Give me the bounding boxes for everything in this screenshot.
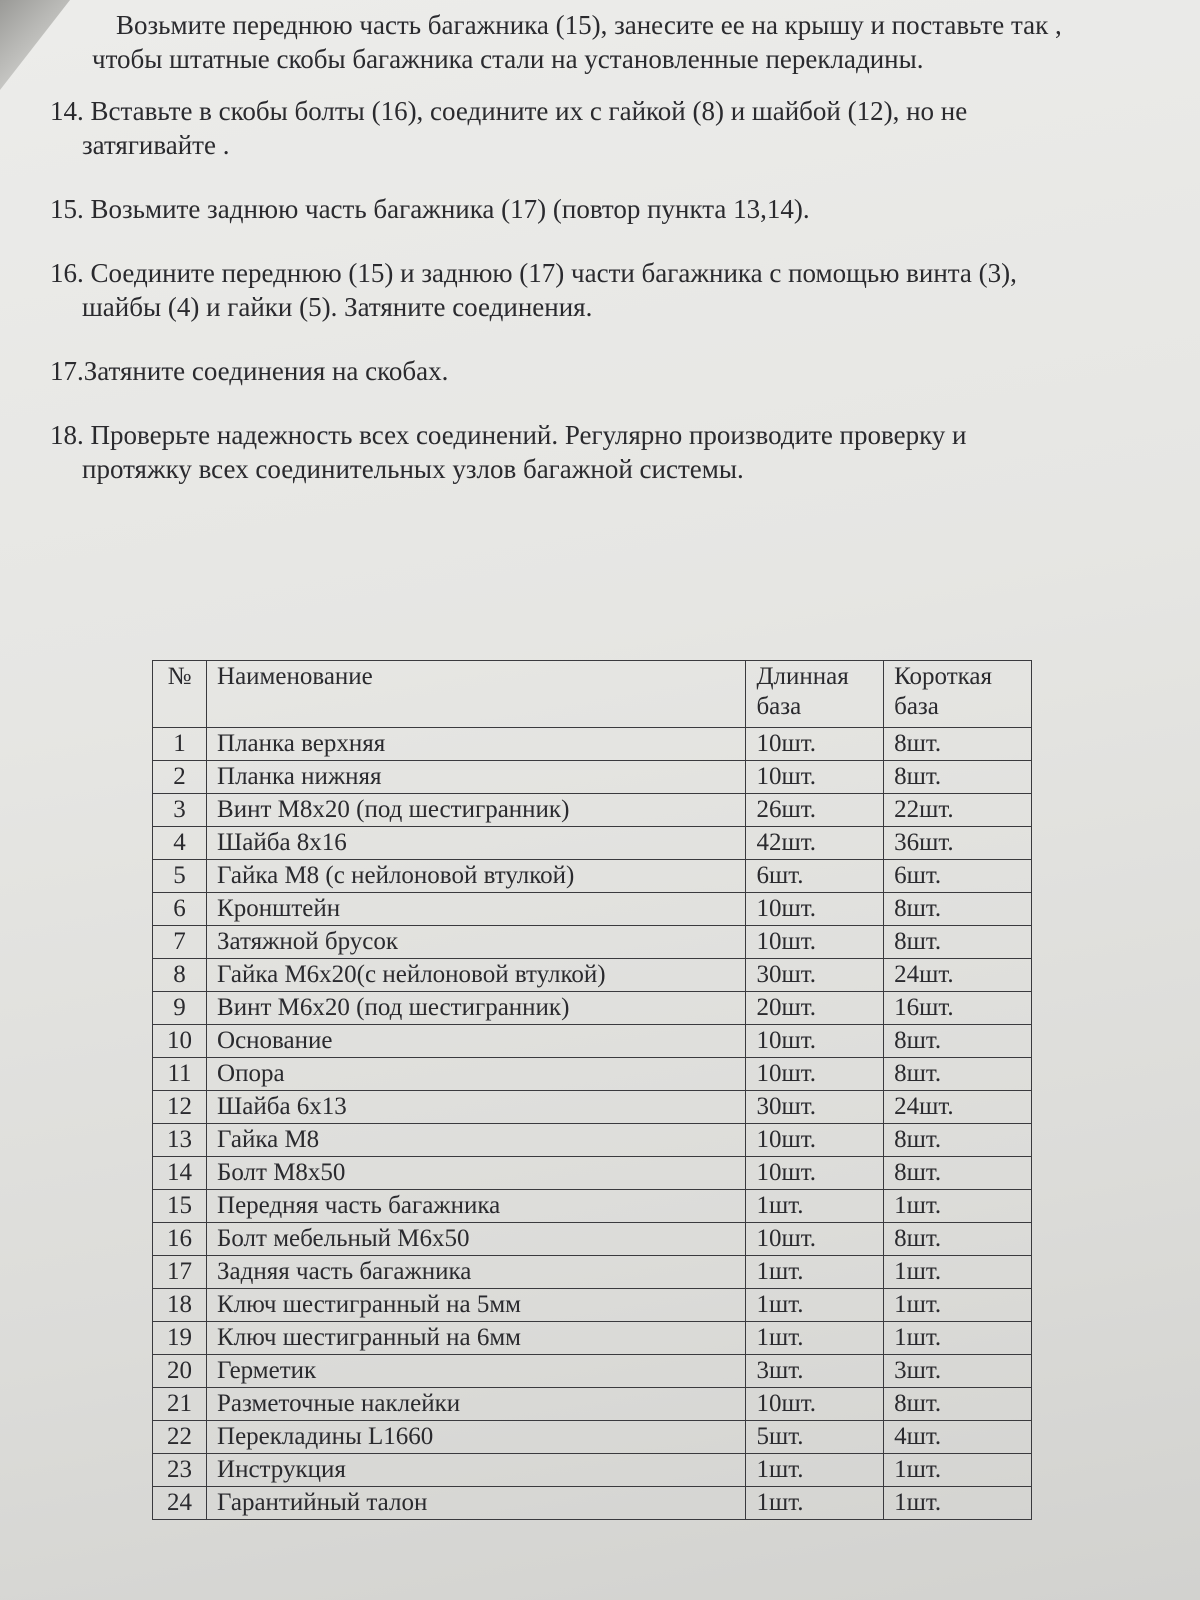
cell-short-base: 8шт. [884,1124,1032,1157]
cell-short-base: 22шт. [884,794,1032,827]
cell-number: 5 [153,860,207,893]
table-row [153,1421,1032,1454]
cell-long-base: 26шт. [746,794,884,827]
instruction-line: 14. Вставьте в скобы болты (16), соедините их с гайкой (8) и шайбой (12), но не [50,96,968,126]
cell-short-base: 8шт. [884,1025,1032,1058]
cell-name: Ключ шестигранный на 6мм [207,1322,746,1355]
cell-short-base: 8шт. [884,1223,1032,1256]
cell-short-base: 24шт. [884,1091,1032,1124]
cell-long-base: 10шт. [746,893,884,926]
cell-short-base: 8шт. [884,926,1032,959]
cell-name: Гайка М6х20(с нейлоновой втулкой) [207,959,746,992]
cell-name: Гайка М8 (с нейлоновой втулкой) [207,860,746,893]
cell-name: Болт М8х50 [207,1157,746,1190]
cell-name: Затяжной брусок [207,926,746,959]
header-short-base: Короткая база [884,661,1032,728]
cell-long-base: 1шт. [746,1256,884,1289]
table-row [153,1058,1032,1091]
cell-number: 7 [153,926,207,959]
cell-long-base: 42шт. [746,827,884,860]
instruction-line: 16. Соедините переднюю (15) и заднюю (17) части багажника с помощью винта (3), [50,258,1017,288]
cell-name: Кронштейн [207,893,746,926]
cell-number: 18 [153,1289,207,1322]
cell-short-base: 6шт. [884,860,1032,893]
table-row [153,1355,1032,1388]
assembly-instructions [50,8,1160,516]
cell-number: 23 [153,1454,207,1487]
cell-name: Шайба 6х13 [207,1091,746,1124]
cell-name: Планка верхняя [207,728,746,761]
cell-long-base: 1шт. [746,1487,884,1520]
table-row [153,1256,1032,1289]
cell-long-base: 3шт. [746,1355,884,1388]
cell-long-base: 10шт. [746,1388,884,1421]
instruction-16 [50,256,1160,324]
cell-long-base: 1шт. [746,1289,884,1322]
table-row [153,1124,1032,1157]
cell-number: 6 [153,893,207,926]
cell-short-base: 1шт. [884,1322,1032,1355]
cell-name: Передняя часть багажника [207,1190,746,1223]
cell-long-base: 10шт. [746,926,884,959]
table-row [153,992,1032,1025]
cell-number: 8 [153,959,207,992]
parts-table-container [152,660,1032,1520]
cell-number: 4 [153,827,207,860]
table-row [153,1487,1032,1520]
cell-name: Разметочные наклейки [207,1388,746,1421]
cell-name: Основание [207,1025,746,1058]
table-row [153,1322,1032,1355]
parts-table [152,660,1032,1520]
cell-short-base: 8шт. [884,1058,1032,1091]
cell-long-base: 1шт. [746,1190,884,1223]
cell-number: 16 [153,1223,207,1256]
cell-number: 20 [153,1355,207,1388]
cell-short-base: 1шт. [884,1190,1032,1223]
header-number: № [153,661,207,728]
table-row [153,1289,1032,1322]
instruction-line: 18. Проверьте надежность всех соединений. Регулярно производите проверку и [50,420,967,450]
cell-number: 24 [153,1487,207,1520]
cell-long-base: 1шт. [746,1454,884,1487]
cell-number: 21 [153,1388,207,1421]
instruction-line: чтобы штатные скобы багажника стали на установленные перекладины. [92,44,924,74]
instruction-line: протяжку всех соединительных узлов багажной системы. [82,454,744,484]
cell-name: Планка нижняя [207,761,746,794]
cell-long-base: 10шт. [746,1223,884,1256]
header-name: Наименование [207,661,746,728]
cell-short-base: 1шт. [884,1256,1032,1289]
cell-long-base: 10шт. [746,1025,884,1058]
cell-long-base: 10шт. [746,761,884,794]
cell-short-base: 16шт. [884,992,1032,1025]
cell-number: 2 [153,761,207,794]
cell-number: 13 [153,1124,207,1157]
cell-short-base: 1шт. [884,1487,1032,1520]
table-row [153,827,1032,860]
table-row [153,893,1032,926]
cell-number: 9 [153,992,207,1025]
table-row [153,1091,1032,1124]
instruction-line: Возьмите переднюю часть багажника (15), занесите ее на крышу и поставьте так , [116,10,1062,40]
cell-short-base: 3шт. [884,1355,1032,1388]
cell-number: 1 [153,728,207,761]
cell-number: 15 [153,1190,207,1223]
instruction-line: 15. Возьмите заднюю часть багажника (17) (повтор пункта 13,14). [50,194,810,224]
cell-short-base: 36шт. [884,827,1032,860]
instruction-line: шайбы (4) и гайки (5). Затяните соединения. [82,292,593,322]
cell-number: 14 [153,1157,207,1190]
cell-name: Гарантийный талон [207,1487,746,1520]
instruction-line: 17.Затяните соединения на скобах. [50,356,449,386]
table-row [153,1454,1032,1487]
cell-long-base: 10шт. [746,1058,884,1091]
cell-short-base: 8шт. [884,893,1032,926]
cell-number: 10 [153,1025,207,1058]
table-row [153,1223,1032,1256]
cell-long-base: 10шт. [746,1157,884,1190]
cell-long-base: 30шт. [746,959,884,992]
cell-name: Гайка М8 [207,1124,746,1157]
table-header-row [153,661,1032,728]
cell-short-base: 1шт. [884,1289,1032,1322]
cell-name: Задняя часть багажника [207,1256,746,1289]
table-row [153,761,1032,794]
instruction-15 [50,192,1160,226]
cell-name: Ключ шестигранный на 5мм [207,1289,746,1322]
cell-short-base: 24шт. [884,959,1032,992]
cell-name: Герметик [207,1355,746,1388]
cell-long-base: 10шт. [746,728,884,761]
instruction-17 [50,354,1160,388]
table-row [153,860,1032,893]
cell-number: 12 [153,1091,207,1124]
cell-long-base: 6шт. [746,860,884,893]
table-row [153,794,1032,827]
cell-name: Опора [207,1058,746,1091]
cell-name: Инструкция [207,1454,746,1487]
cell-name: Винт М6х20 (под шестигранник) [207,992,746,1025]
instruction-line: затягивайте . [82,130,230,160]
cell-name: Болт мебельный М6х50 [207,1223,746,1256]
table-row [153,1025,1032,1058]
cell-short-base: 8шт. [884,728,1032,761]
cell-number: 17 [153,1256,207,1289]
cell-long-base: 1шт. [746,1322,884,1355]
instruction-14 [50,94,1160,162]
cell-number: 22 [153,1421,207,1454]
cell-short-base: 4шт. [884,1421,1032,1454]
cell-short-base: 8шт. [884,761,1032,794]
table-row [153,1190,1032,1223]
table-row [153,1388,1032,1421]
table-row [153,926,1032,959]
instruction-13-continued [80,8,1160,76]
cell-long-base: 10шт. [746,1124,884,1157]
cell-name: Шайба 8х16 [207,827,746,860]
cell-short-base: 1шт. [884,1454,1032,1487]
cell-name: Винт М8х20 (под шестигранник) [207,794,746,827]
cell-number: 11 [153,1058,207,1091]
cell-short-base: 8шт. [884,1388,1032,1421]
cell-long-base: 20шт. [746,992,884,1025]
instruction-18 [50,418,1160,486]
cell-number: 3 [153,794,207,827]
cell-long-base: 5шт. [746,1421,884,1454]
table-row [153,959,1032,992]
table-row [153,1157,1032,1190]
cell-number: 19 [153,1322,207,1355]
cell-name: Перекладины L1660 [207,1421,746,1454]
cell-short-base: 8шт. [884,1157,1032,1190]
cell-long-base: 30шт. [746,1091,884,1124]
header-long-base: Длинная база [746,661,884,728]
table-row [153,728,1032,761]
